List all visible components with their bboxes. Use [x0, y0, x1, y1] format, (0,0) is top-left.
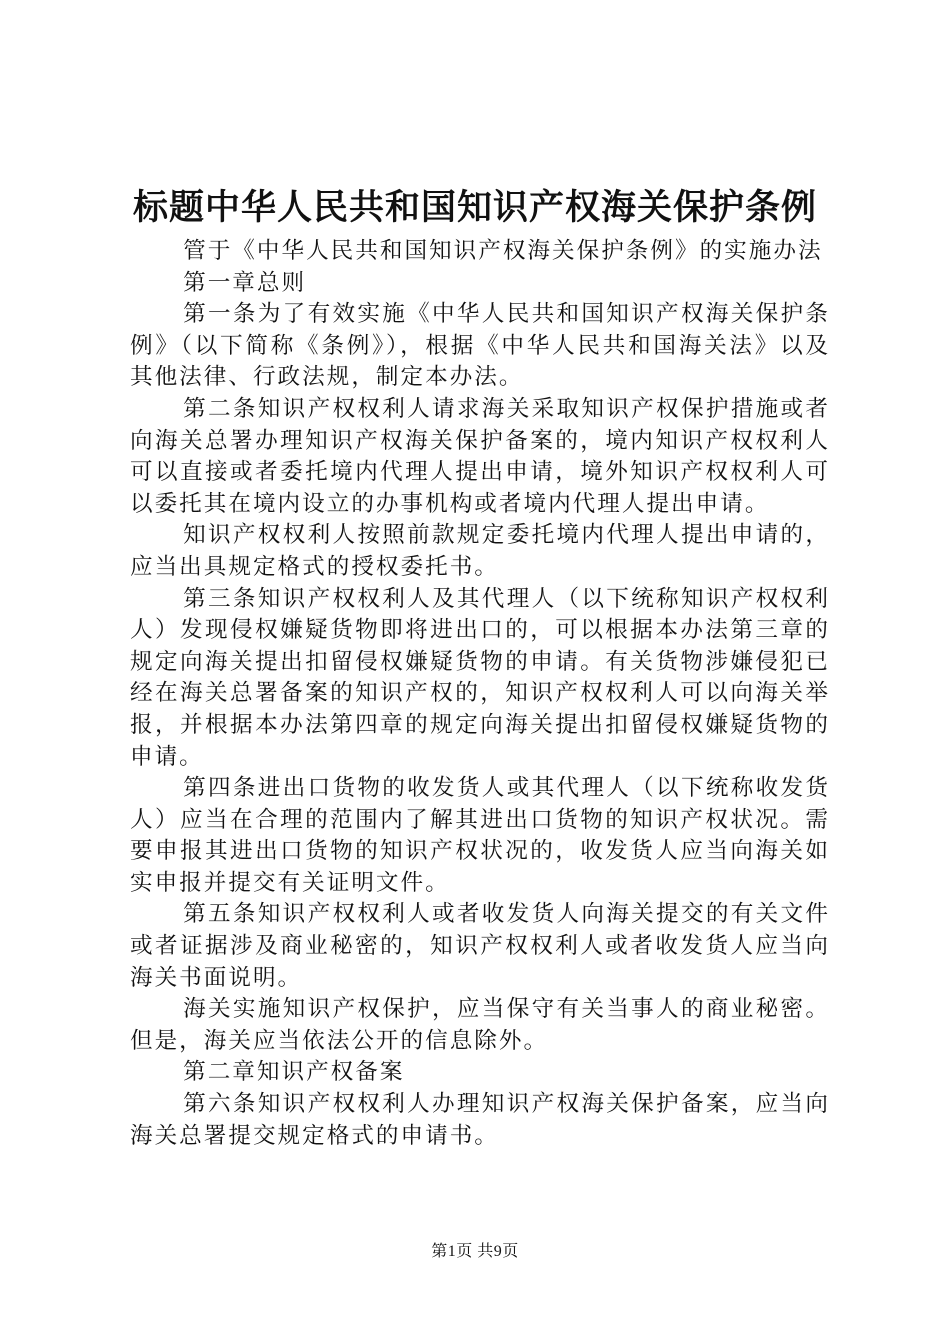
- paragraph-intro: 管于《中华人民共和国知识产权海关保护条例》的实施办法: [183, 238, 823, 264]
- article-4: 第四条进出口货物的收发货人或其代理人（以下统称收发货人）应当在合理的范围内了解其进出口货物的知识产权状况。需要申报其进出口货物的知识产权状况的，收发货人应当向海关如实申报并提交有关证明文件。: [130, 775, 830, 896]
- article-5-clause: 海关实施知识产权保护，应当保守有关当事人的商业秘密。但是，海关应当依法公开的信息除外。: [130, 996, 830, 1054]
- document-body: [130, 236, 830, 1152]
- chapter-heading-2: 第二章知识产权备案: [183, 1059, 405, 1086]
- article-3: 第三条知识产权权利人及其代理人（以下统称知识产权权利人）发现侵权嫌疑货物即将进出口的，可以根据本办法第三章的规定向海关提出扣留侵权嫌疑货物的申请。有关货物涉嫌侵犯已经在海关总署备案的知识产权的，知识产权权利人可以向海关举报，并根据本办法第四章的规定向海关提出扣留侵权嫌疑货物的申请。: [130, 585, 830, 770]
- chapter-heading-1: 第一章总则: [183, 269, 307, 296]
- page-number-footer: 第1页 共9页: [431, 1243, 519, 1260]
- article-2: 第二条知识产权权利人请求海关采取知识产权保护措施或者向海关总署办理知识产权海关保护备案的，境内知识产权权利人可以直接或者委托境内代理人提出申请，境外知识产权权利人可以委托其在境内设立的办事机构或者境内代理人提出申请。: [130, 395, 830, 517]
- article-6: 第六条知识产权权利人办理知识产权海关保护备案，应当向海关总署提交规定格式的申请书。: [130, 1091, 830, 1149]
- article-1: 第一条为了有效实施《中华人民共和国知识产权海关保护条例》（以下简称《条例》），根据《中华人民共和国海关法》以及其他法律、行政法规，制定本办法。: [130, 301, 830, 391]
- document-title: 标题中华人民共和国知识产权海关保护条例: [132, 187, 817, 228]
- article-5: 第五条知识产权权利人或者收发货人向海关提交的有关文件或者证据涉及商业秘密的，知识产权权利人或者收发货人应当向海关书面说明。: [130, 901, 830, 991]
- article-2-clause: 知识产权权利人按照前款规定委托境内代理人提出申请的，应当出具规定格式的授权委托书。: [130, 522, 830, 580]
